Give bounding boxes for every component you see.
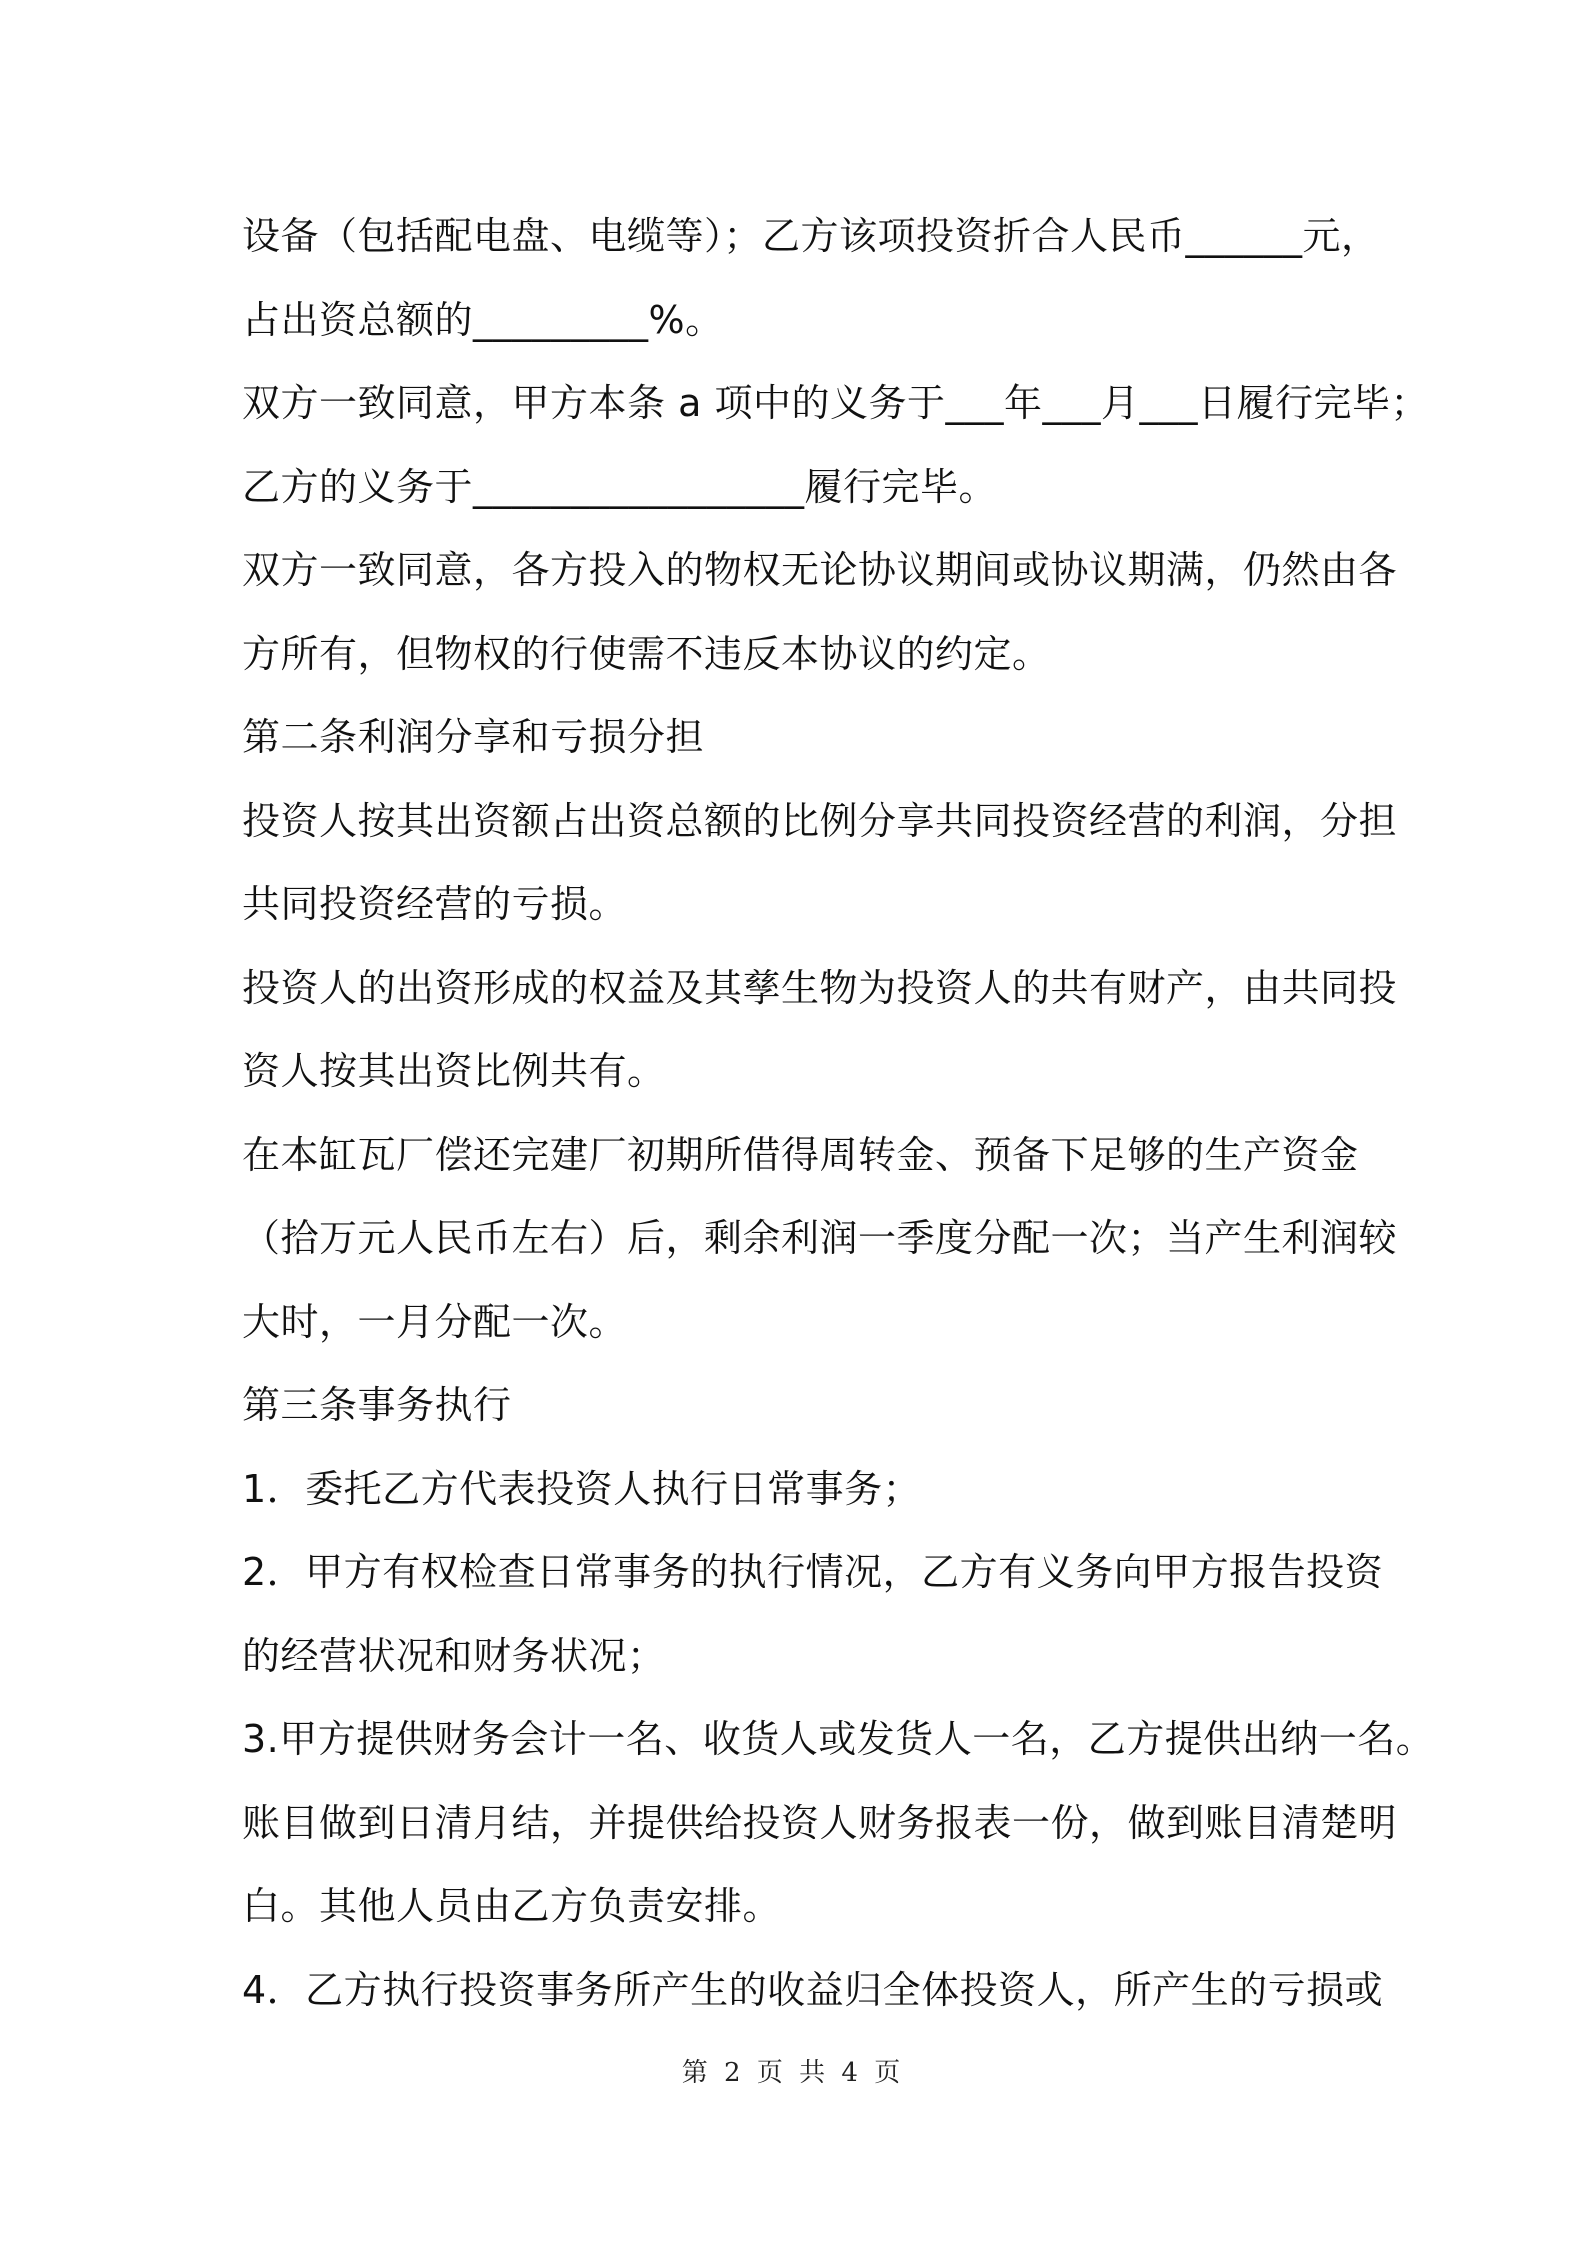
text-line: （拾万元人民币左右）后，剩余利润一季度分配一次；当产生利润较 xyxy=(242,1216,1398,1260)
text-line: 的经营状况和财务状况； xyxy=(242,1633,666,1678)
list-item: 4．乙方执行投资事务所产生的收益归全体投资人，所产生的亏损或 xyxy=(242,1967,1384,2012)
text-line: 在本缸瓦厂偿还完建厂初期所借得周转金、预备下足够的生产资金 xyxy=(242,1132,1359,1177)
text-line: 方所有，但物权的行使需不违反本协议的约定。 xyxy=(242,631,1051,676)
text-line: 共同投资经营的亏损。 xyxy=(242,882,628,926)
text-line: 投资人的出资形成的权益及其孳生物为投资人的共有财产，由共同投 xyxy=(242,965,1398,1010)
text-line: 账目做到日清月结，并提供给投资人财务报表一份，做到账目清楚明 xyxy=(242,1800,1398,1845)
text-line: 白。其他人员由乙方负责安排。 xyxy=(242,1884,782,1928)
list-item: 2．甲方有权检查日常事务的执行情况，乙方有义务向甲方报告投资 xyxy=(242,1550,1384,1594)
text-line: 占出资总额的_________%。 xyxy=(242,297,724,342)
text-line: 设备（包括配电盘、电缆等）；乙方该项投资折合人民币______元， xyxy=(242,214,1380,258)
section-heading: 第二条利润分享和亏损分担 xyxy=(242,715,705,759)
list-item: 3.甲方提供财务会计一名、收货人或发货人一名，乙方提供出纳一名。 xyxy=(242,1717,1435,1761)
text-line: 投资人按其出资额占出资总额的比例分享共同投资经营的利润，分担 xyxy=(242,798,1398,843)
list-item: 1．委托乙方代表投资人执行日常事务； xyxy=(242,1466,922,1511)
text-line: 资人按其出资比例共有。 xyxy=(242,1049,666,1093)
text-line: 双方一致同意，甲方本条 a 项中的义务于___年___月___日履行完毕； xyxy=(242,381,1429,425)
text-line: 双方一致同意，各方投入的物权无论协议期间或协议期满，仍然由各 xyxy=(242,548,1398,592)
section-heading: 第三条事务执行 xyxy=(242,1383,512,1427)
text-line: 乙方的义务于_________________履行完毕。 xyxy=(242,464,998,509)
document-body xyxy=(242,195,1435,2032)
page-number: 第 2 页 共 4 页 xyxy=(681,2058,905,2088)
text-line: 大时，一月分配一次。 xyxy=(242,1299,628,1344)
